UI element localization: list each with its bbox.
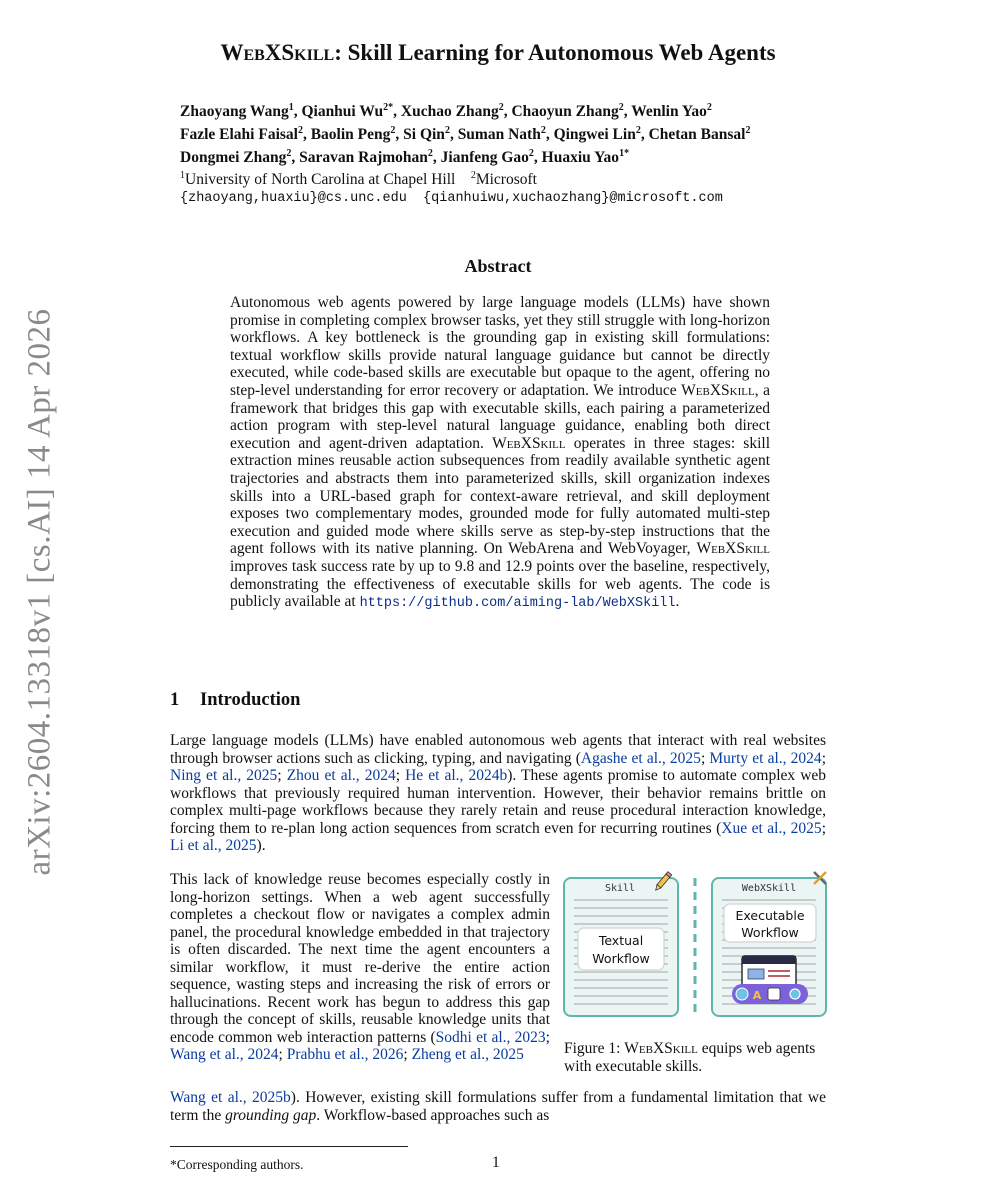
abstract-text: , a framework that bridges this gap with executable skills, each pairing a parameterized action program with step-level natural language guidance, enabling both direct execution and agent-driven adaptation. — [230, 381, 770, 452]
author-affiliation-mark: 2* — [383, 101, 394, 113]
code-url-link[interactable]: https://github.com/aiming-lab/WebXSkill — [359, 596, 676, 612]
ai-icon: A — [752, 989, 762, 1002]
arxiv-sidebar — [22, 282, 58, 902]
author-affiliation-mark: 2 — [540, 124, 546, 136]
paragraph-text: ). These agents promise to automate complex web workflows that previously required human intervention. However, their behavior remains brittle on complex multi-page workflows because they rarely retain and reuse procedural interaction knowledge, forcing them to re-plan long action sequences from scratch even for recurring routines ( — [170, 767, 827, 837]
author-affiliation-mark: 2 — [706, 101, 712, 113]
author-emails — [180, 191, 723, 206]
author: Huaxiu Yao — [541, 149, 620, 166]
system-name: WebXSkill — [492, 434, 566, 452]
paragraph-text: This lack of knowledge reuse becomes especially costly in long-horizon settings. When a web agent successfully completes a checkout flow or navigates a complex admin panel, the procedural knowledge embedded in that trajectory is often discarded. The next time the agent encounters a similar workflow, it must re-derive the entire action sequence, wasting steps and increasing the risk of errors or hallucinations. Recent work has begun to address this gap through the concept of skills, reusable knowledge units that encode common web interaction patterns ( — [170, 871, 550, 1046]
section-title: Introduction — [200, 690, 301, 710]
intro-paragraph-1: Large language models (LLMs) have enabled autonomous web agents that interact with real websites through browser actions such as clicking, typing, and navigating (Agashe et al., 2025; Murty et al., 2024; Ning et al., 2025; Zhou et al., 2024; He et al., 2024b). These agents promise to automate complex web workflows that previously required human intervention. However, their behavior remains brittle on complex multi-page workflows because they rarely retain and reuse procedural interaction knowledge, forcing them to re-plan long action sequences from scratch even for recurring routines (Xue et al., 2025; Li et al., 2025). — [170, 732, 827, 854]
citation-link[interactable]: Sodhi et al., 2023 — [435, 1028, 546, 1046]
author-affiliation-mark: 1* — [619, 147, 630, 159]
textual-workflow-label-2: Workflow — [592, 951, 650, 966]
caption-text: equips web agents with executable skills. — [564, 1040, 816, 1075]
figure-1-caption — [564, 1040, 834, 1076]
author: Fazle Elahi Faisal — [180, 126, 298, 143]
author-affiliation-mark: 2 — [390, 124, 396, 136]
citation-link[interactable]: Zhou et al., 2024 — [286, 767, 396, 784]
abstract-text: operates in three stages: skill extraction mines reusable action subsequences from readily available synthetic agent trajectories and abstracts them into parameterized skills, skill organization indexes skills into a URL-based graph for context-aware retrieval, and skill deployment exposes two complementary modes, grounded mode for fully automated multi-step execution and guided mode where skills serve as step-by-step instructions that the agent follows with its native planning. On WebArena and WebVoyager, — [230, 434, 771, 558]
section-heading-introduction — [170, 690, 300, 711]
citation-link[interactable]: Murty et al., 2024 — [709, 749, 822, 767]
email-unc: {zhaoyang,huaxiu}@cs.unc.edu — [180, 191, 407, 206]
citation-link[interactable]: Wang et al., 2025b — [170, 1089, 291, 1106]
citation-link[interactable]: Xue et al., 2025 — [721, 819, 822, 837]
caption-prefix: Figure 1: — [564, 1040, 625, 1057]
system-name: WebXSkill — [681, 381, 755, 399]
author: Si Qin — [403, 126, 445, 143]
abstract-text: Autonomous web agents powered by large language models (LLMs) have shown promise in completing complex browser tasks, yet they still struggle with long-horizon workflows. A key bottleneck is the grounding gap in existing skill formulations: textual workflow skills provide natural language guidance but cannot be directly executed, while code-based skills are executable but opaque to the agent, offering no step-level understanding for error recovery or adaptation. We introduce — [230, 294, 770, 399]
system-name: WebXSkill — [696, 540, 770, 558]
abstract-end: . — [675, 593, 680, 611]
affiliation-unc: University of North Carolina at Chapel Hill — [185, 171, 456, 188]
author: Suman Nath — [457, 126, 541, 143]
emphasis-term: grounding gap — [225, 1106, 317, 1124]
figure-1-graphic — [562, 870, 828, 1020]
author: Qianhui Wu — [301, 103, 384, 120]
textual-skill-panel — [564, 872, 678, 1016]
executable-workflow-label-1: Executable — [735, 908, 805, 923]
author-affiliation-mark: 2 — [444, 124, 450, 136]
author-line-3: Dongmei Zhang$^2$, Saravan Rajmohan$^2$, Jianfeng Gao$^2$, Huaxiu Yao$^{1*}$ — [180, 147, 630, 166]
citation-link[interactable]: Zheng et al., 2025 — [411, 1046, 524, 1063]
paragraph-text: . Workflow-based approaches such as — [316, 1106, 550, 1124]
author-affiliation-mark: 2 — [297, 124, 303, 136]
author-affiliation-mark: 1 — [288, 101, 294, 113]
author: Chetan Bansal — [648, 126, 746, 143]
author-affiliation-mark: 2 — [498, 101, 504, 113]
textual-workflow-label-1: Textual — [598, 933, 644, 948]
author-affiliation-mark: 2 — [745, 124, 751, 136]
author-affiliation-mark: 2 — [528, 147, 534, 159]
title-subtitle: : Skill Learning for Autonomous Web Agents — [334, 40, 776, 65]
citation-link[interactable]: He et al., 2024b — [405, 767, 508, 784]
paragraph-text: ). However, existing skill formulations suffer from a fundamental limitation that we term the — [170, 1089, 827, 1124]
footnote: *Corresponding authors. — [170, 1157, 304, 1172]
affiliation-mark: 2 — [470, 169, 476, 181]
author: Saravan Rajmohan — [299, 149, 428, 166]
paragraph-text: ). — [256, 837, 266, 854]
executable-workflow-label-2: Workflow — [741, 925, 799, 940]
citation-link[interactable]: Wang et al., 2024 — [170, 1046, 279, 1063]
author: Zhaoyang Wang — [180, 103, 289, 120]
section-number: 1 — [170, 690, 180, 710]
author-line-2: Fazle Elahi Faisal$^2$, Baolin Peng$^2$, Si Qin$^2$, Suman Nath$^2$, Qingwei Lin$^2$, Chetan Bansal$^2$ — [180, 124, 751, 143]
author: Dongmei Zhang — [180, 149, 287, 166]
abstract-heading: Abstract — [464, 256, 532, 276]
list-icon — [768, 988, 780, 1000]
citation-link[interactable]: Agashe et al., 2025 — [580, 749, 701, 767]
author: Qingwei Lin — [553, 126, 636, 143]
title-system-name: WebXSkill — [220, 40, 335, 65]
paper-title — [170, 40, 826, 66]
email-microsoft: {qianhuiwu,xuchaozhang}@microsoft.com — [423, 191, 723, 206]
footnote-divider — [170, 1146, 408, 1147]
author-list — [180, 100, 860, 169]
arxiv-identifier: arXiv:2604.13318v1 [cs.AI] 14 Apr 2026 — [21, 308, 58, 876]
author-affiliation-mark: 2 — [427, 147, 433, 159]
author: Jianfeng Gao — [440, 149, 529, 166]
figure-1 — [562, 870, 828, 1020]
author: Wenlin Yao — [631, 103, 707, 120]
abstract-body — [230, 294, 770, 613]
system-name: WebXSkill — [624, 1040, 698, 1057]
affiliations — [180, 169, 537, 191]
citation-link[interactable]: Ning et al., 2025 — [170, 767, 278, 784]
paragraph-text: Large language models (LLMs) have enabled autonomous web agents that interact with real websites through browser actions such as clicking, typing, and navigating ( — [170, 732, 826, 767]
intro-paragraph-2-continued — [170, 1089, 826, 1124]
author: Baolin Peng — [310, 126, 391, 143]
executable-skill-panel-title: WebXSkill — [741, 883, 797, 894]
author: Chaoyun Zhang — [511, 103, 619, 120]
author-affiliation-mark: 2 — [635, 124, 641, 136]
abstract-text: improves task success rate by up to 9.8 and 12.9 points over the baseline, respectively, demonstrating the effectiveness of executable skills for web agents. The code is publicly available at — [230, 557, 770, 611]
author-line-1: Zhaoyang Wang$^1$, Qianhui $Wu^{2*}$, Xuchao Zhang$^2$, Chaoyun Zhang$^2$, Wenlin Yao$^2$ — [180, 101, 712, 120]
citation-link[interactable]: Li et al., 2025 — [170, 837, 257, 854]
executable-skill-panel — [712, 872, 826, 1016]
textual-skill-panel-title: Skill — [604, 883, 636, 894]
author-affiliation-mark: 2 — [286, 147, 292, 159]
affiliation-mark: 1 — [180, 169, 185, 181]
author-affiliation-mark: 2 — [618, 101, 624, 113]
citation-link[interactable]: Prabhu et al., 2026 — [286, 1046, 404, 1063]
author: Xuchao Zhang — [400, 103, 499, 120]
affiliation-microsoft: Microsoft — [475, 171, 537, 188]
intro-paragraph-2: This lack of knowledge reuse becomes especially costly in long-horizon settings. When a web agent successfully completes a checkout flow or navigates a complex admin panel, the procedural knowledge embedded in that trajectory is often discarded. The next time the agent encounters a similar workflow, it must re-derive the entire action sequence, wasting steps and increasing the risk of errors or hallucinations. Recent work has begun to address this gap through the concept of skills, reusable knowledge units that encode common web interaction patterns (Sodhi et al., 2023; Wang et al., 2024; Prabhu et al., 2026; Zheng et al., 2025 — [170, 871, 550, 1063]
search-icon — [790, 989, 800, 999]
gear-icon — [736, 988, 748, 1000]
page-number: 1 — [492, 1154, 500, 1171]
